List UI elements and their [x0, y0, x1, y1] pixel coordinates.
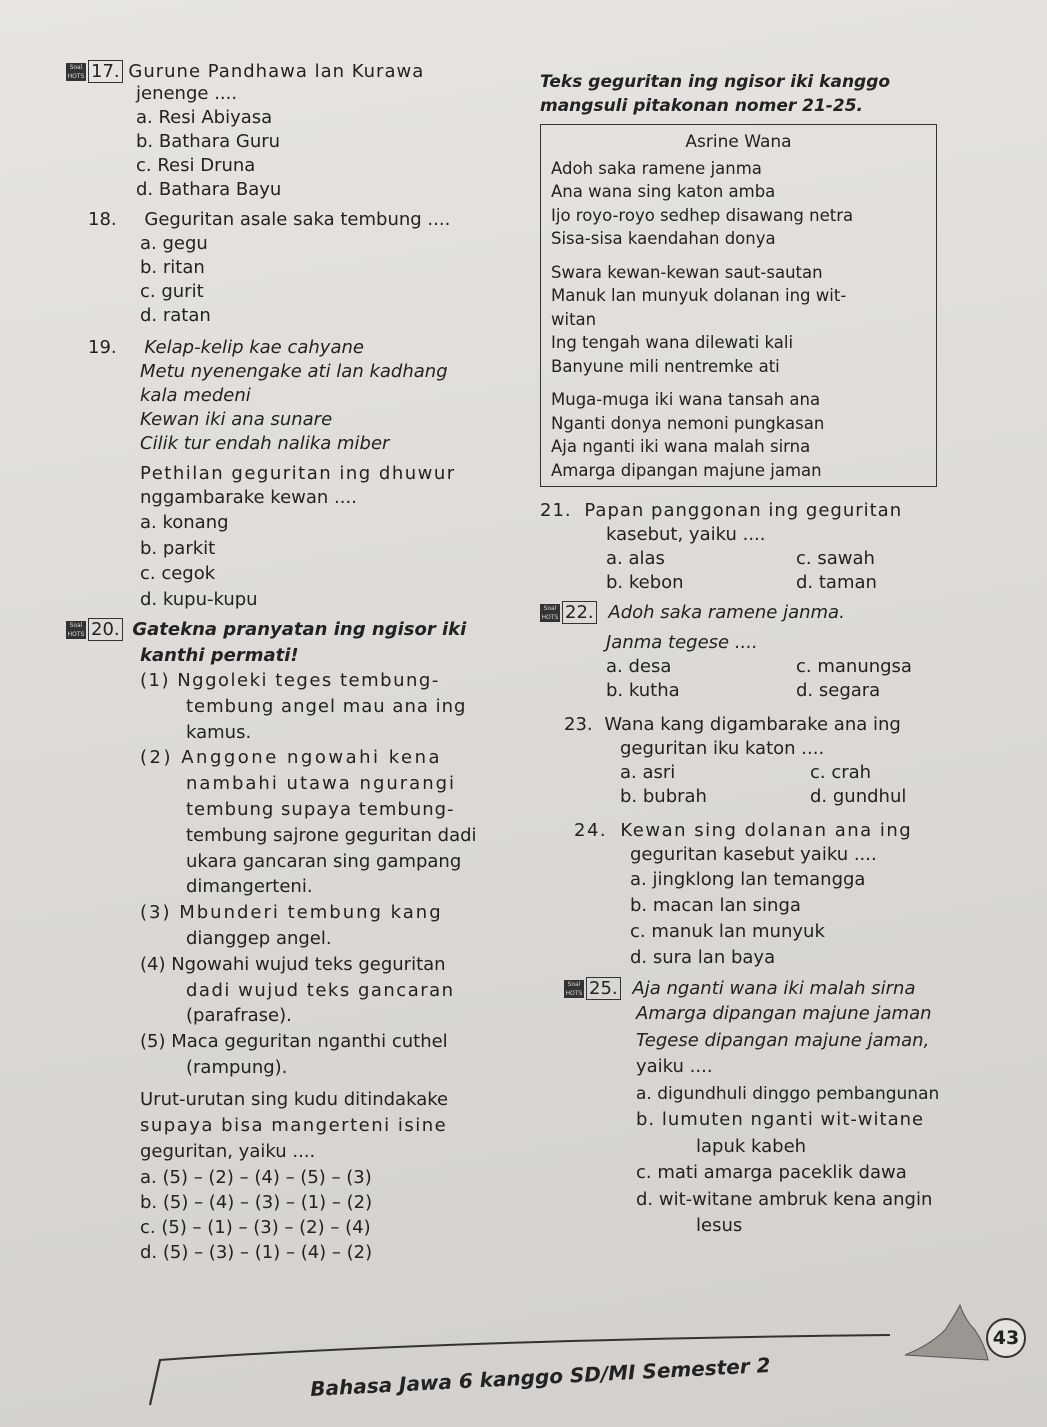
question-text: Papan panggonan ing geguritan: [584, 500, 903, 521]
question-19: [88, 336, 538, 360]
option: d. ratan: [140, 305, 211, 326]
options-20: [140, 1165, 538, 1265]
question-18: [88, 208, 538, 232]
statement: ukara gancaran sing gampang: [186, 850, 462, 872]
option: c. mati amarga paceklik dawa: [636, 1162, 907, 1183]
question-text: yaiku ....: [636, 1056, 713, 1077]
page-footer: [140, 1320, 900, 1415]
statement: kamus.: [186, 721, 252, 743]
poem-excerpt: [140, 360, 538, 456]
option: a. alas: [606, 548, 665, 569]
statement: (1) Nggoleki teges tembung-: [140, 670, 440, 691]
option: a. jingklong lan temangga: [630, 869, 866, 890]
poem-line: Sisa-sisa kaendahan donya: [551, 229, 776, 248]
poem-line: Metu nyenengake ati lan kadhang: [140, 361, 448, 382]
hots-badge: Soal HOTS: [565, 981, 583, 997]
hots-badge: Soal HOTS: [67, 622, 85, 638]
option: c. Resi Druna: [136, 155, 256, 176]
question-text: nggambarake kewan ....: [140, 487, 357, 508]
question-number: 18.: [88, 209, 117, 230]
option-row: [606, 679, 1000, 703]
option-row: [606, 547, 1000, 571]
option-cont: lesus: [696, 1215, 743, 1236]
option: d. sura lan baya: [630, 947, 776, 968]
question-number: 20.: [88, 618, 123, 641]
option: b. kutha: [606, 680, 680, 701]
statement: tembung sajrone geguritan dadi: [186, 824, 477, 846]
question-text: Urut-urutan sing kudu ditindakake: [140, 1088, 449, 1110]
poem-line: Cilik tur endah nalika miber: [140, 433, 390, 454]
question-text-cont: jenenge ....: [136, 83, 238, 104]
option: c. (5) – (1) – (3) – (2) – (4): [140, 1216, 371, 1238]
option: c. manuk lan munyuk: [630, 921, 825, 942]
poem-stanza: [551, 261, 926, 379]
question-20: [66, 618, 538, 642]
poem-intro: Teks geguritan ing ngisor iki kanggo: [540, 72, 891, 92]
question-text: Aja nganti wana iki malah sirna: [632, 978, 916, 999]
poem-line: witan: [551, 309, 597, 329]
poem-line: Muga-muga iki wana tansah ana: [551, 390, 821, 409]
poem-line: Adoh saka ramene janma: [551, 158, 762, 178]
question-text: Wana kang digambarake ana ing: [604, 714, 901, 735]
right-column: [540, 70, 1000, 1240]
question-text: geguritan kasebut yaiku ....: [630, 844, 877, 865]
poem-title: Asrine Wana: [685, 132, 792, 152]
question-number: 19.: [88, 337, 117, 358]
statement: (4) Ngowahi wujud teks geguritan: [140, 953, 446, 975]
statement: dianggep angel.: [186, 927, 332, 949]
poem-line: Kewan iki ana sunare: [140, 409, 333, 430]
option: d. (5) – (3) – (1) – (4) – (2): [140, 1241, 373, 1263]
statement: (rampung).: [186, 1056, 288, 1078]
options-23: [620, 761, 1000, 809]
statement: (parafrase).: [186, 1005, 292, 1027]
question-number: 22.: [562, 601, 597, 624]
statement: (3) Mbunderi tembung kang: [140, 902, 443, 924]
question-text: Adoh saka ramene janma.: [608, 602, 845, 623]
question-text: Kewan sing dolanan ana ing: [620, 820, 913, 841]
question-text: Geguritan asale saka tembung ....: [144, 209, 451, 230]
poem-stanza: [551, 157, 926, 251]
option: d. wit-witane ambruk kena angin: [636, 1188, 933, 1210]
wayang-ornament-icon: [900, 1300, 990, 1370]
question-number: 17.: [88, 60, 123, 83]
poem-stanza: [551, 388, 926, 482]
option: d. Bathara Bayu: [136, 179, 282, 200]
book-title: Bahasa Jawa 6 kanggo SD/MI Semester 2: [309, 1352, 772, 1402]
poem-line: Swara kewan-kewan saut-sautan: [551, 262, 823, 282]
statements: [140, 668, 538, 1081]
poem-line: Manuk lan munyuk dolanan ing wit-: [551, 286, 847, 305]
statement: (2) Anggone ngowahi kena: [140, 747, 443, 769]
question-17: [66, 60, 538, 84]
statement: tembung angel mau ana ing: [186, 695, 467, 717]
option: d. taman: [796, 572, 877, 593]
question-number: 21.: [540, 500, 572, 521]
option: c. sawah: [796, 548, 875, 569]
option-row: [606, 571, 1000, 595]
option: b. macan lan singa: [630, 895, 801, 916]
option-cont: lapuk kabeh: [696, 1135, 807, 1157]
question-text: Tegese dipangan majune jaman,: [636, 1029, 930, 1051]
poem-line: Aja nganti iki wana malah sirna: [551, 437, 811, 456]
question-21: [540, 499, 1000, 523]
option: a. (5) – (2) – (4) – (5) – (3): [140, 1166, 372, 1188]
option: b. kebon: [606, 572, 684, 593]
question-23: [540, 713, 1000, 737]
question-text-block: [140, 1087, 538, 1165]
option: b. Bathara Guru: [136, 131, 281, 152]
question-25: [564, 977, 1000, 1001]
poem-line: kala medeni: [140, 385, 251, 406]
options-17: [136, 106, 538, 202]
question-title: kanthi permati!: [140, 645, 299, 666]
question-text: geguritan iku katon ....: [620, 738, 825, 759]
option: a. konang: [140, 512, 229, 533]
poem-line: Ijo royo-royo sedhep disawang netra: [551, 205, 854, 225]
poem-box: [540, 124, 937, 487]
options-21: [606, 547, 1000, 595]
poem-line: Amarga dipangan majune jaman: [551, 460, 822, 480]
question-25-body: [636, 1001, 1000, 1240]
option: d. kupu-kupu: [140, 588, 258, 610]
statement: dadi wujud teks gancaran: [186, 979, 455, 1001]
option: b. ritan: [140, 257, 205, 278]
left-column: [67, 60, 538, 1265]
option: c. cegok: [140, 563, 216, 584]
question-22: [540, 601, 1000, 625]
options-22: [606, 655, 1000, 703]
question-text: supaya bisa mangerteni isine: [140, 1114, 448, 1136]
question-text: Pethilan geguritan ing dhuwur: [140, 463, 456, 484]
option: b. (5) – (4) – (3) – (1) – (2): [140, 1191, 373, 1213]
option: c. crah: [810, 762, 872, 783]
statement: nambahi utawa ngurangi: [186, 773, 457, 795]
hots-badge: Soal HOTS: [67, 64, 85, 80]
poem-line: Nganti donya nemoni pungkasan: [551, 413, 825, 433]
statement: (5) Maca geguritan nganthi cuthel: [140, 1031, 448, 1053]
options-24: [630, 867, 1000, 971]
option: c. manungsa: [796, 656, 912, 677]
question-text: Amarga dipangan majune jaman: [636, 1003, 932, 1024]
poem-line: Ana wana sing katon amba: [551, 182, 776, 201]
question-24: [540, 819, 1000, 843]
question-title: Gatekna pranyatan ing ngisor iki: [132, 619, 467, 640]
poem-line: Banyune mili nentremke ati: [551, 356, 780, 376]
option: a. asri: [620, 762, 676, 783]
question-number: 25.: [586, 977, 621, 1000]
question-text: geguritan, yaiku ....: [140, 1140, 316, 1162]
option: d. segara: [796, 680, 881, 701]
question-text: Gurune Pandhawa lan Kurawa: [128, 61, 425, 82]
statement: dimangerteni.: [186, 876, 313, 898]
question-number: 23.: [564, 714, 593, 735]
page-number: 43: [986, 1318, 1026, 1358]
option: b. lumuten nganti wit-witane: [636, 1109, 925, 1130]
statement: tembung supaya tembung-: [186, 798, 455, 820]
option: a. Resi Abiyasa: [136, 107, 273, 128]
question-text: Janma tegese ....: [606, 632, 758, 653]
option-row: [620, 785, 1000, 809]
option: a. gegu: [140, 233, 208, 254]
options-19: [140, 510, 538, 612]
option-row: [620, 761, 1000, 785]
question-text: kasebut, yaiku ....: [606, 524, 766, 545]
poem-intro: mangsuli pitakonan nomer 21-25.: [540, 96, 863, 116]
option: a. digundhuli dinggo pembangunan: [636, 1083, 940, 1104]
hots-badge: Soal HOTS: [541, 605, 559, 621]
option: d. gundhul: [810, 786, 907, 807]
option: c. gurit: [140, 281, 204, 302]
options-18: [140, 232, 538, 328]
option: b. bubrah: [620, 786, 707, 807]
option: a. desa: [606, 656, 672, 677]
option: b. parkit: [140, 537, 216, 559]
question-number: 24.: [574, 820, 608, 841]
poem-line: Ing tengah wana dilewati kali: [551, 333, 794, 352]
poem-line: Kelap-kelip kae cahyane: [144, 337, 364, 358]
option-row: [606, 655, 1000, 679]
